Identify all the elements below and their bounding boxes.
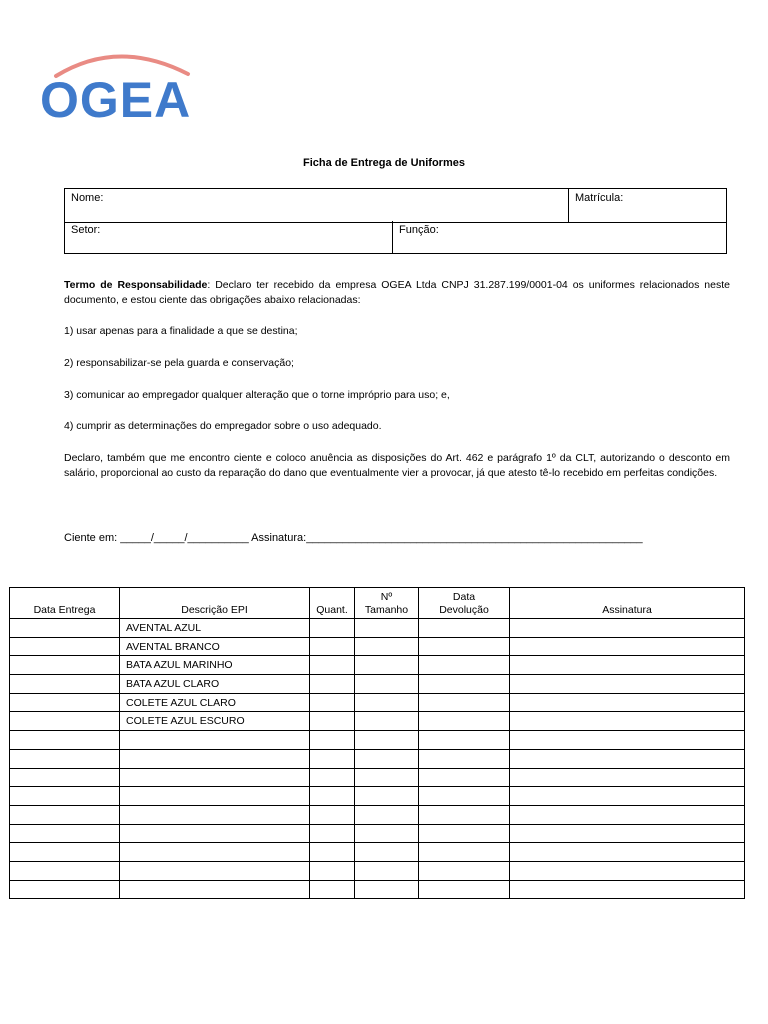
ogea-logo [38,46,208,124]
data-entrega-cell[interactable] [10,843,120,862]
table-row [10,861,745,880]
descricao-cell[interactable] [120,768,310,787]
quant-cell[interactable] [310,805,355,824]
tamanho-cell[interactable] [355,843,419,862]
devolucao-cell[interactable] [419,731,510,750]
term-heading: Termo de Responsabilidade [64,279,208,291]
col-tamanho-top: Nº [380,591,393,603]
quant-cell[interactable] [310,693,355,712]
descricao-cell[interactable] [120,843,310,862]
table-row [10,619,745,638]
devolucao-cell[interactable] [419,880,510,899]
setor-field[interactable]: Setor: [71,224,101,236]
tamanho-cell[interactable] [355,787,419,806]
table-row [10,824,745,843]
data-entrega-cell[interactable] [10,693,120,712]
data-entrega-cell[interactable] [10,749,120,768]
quant-cell[interactable] [310,861,355,880]
descricao-cell[interactable]: AVENTAL AZUL [120,619,310,638]
col-data-devolucao [419,588,510,619]
nome-field[interactable]: Nome: [71,192,104,204]
term-item-2: 2) responsabilizar-se pela guarda e conservação; [64,357,294,369]
devolucao-cell[interactable] [419,805,510,824]
table-row [10,787,745,806]
table-row [10,749,745,768]
info-row-1 [65,189,726,223]
devolucao-cell[interactable] [419,656,510,675]
table-row [10,675,745,694]
assinatura-cell[interactable] [510,712,745,731]
assinatura-cell[interactable] [510,787,745,806]
data-entrega-cell[interactable] [10,637,120,656]
descricao-cell[interactable] [120,861,310,880]
info-row-2 [65,221,726,254]
descricao-cell[interactable] [120,787,310,806]
assinatura-cell[interactable] [510,861,745,880]
descricao-cell[interactable] [120,749,310,768]
tamanho-cell[interactable] [355,712,419,731]
data-entrega-cell[interactable] [10,656,120,675]
assinatura-cell[interactable] [510,656,745,675]
devolucao-cell[interactable] [419,768,510,787]
quant-cell[interactable] [310,731,355,750]
tamanho-cell[interactable] [355,861,419,880]
assinatura-cell[interactable] [510,675,745,694]
assinatura-cell[interactable] [510,880,745,899]
quant-cell[interactable] [310,880,355,899]
term-item-1: 1) usar apenas para a finalidade a que se destina; [64,325,298,337]
devolucao-cell[interactable] [419,787,510,806]
epi-table [9,587,745,899]
col-devolucao-bottom: Devolução [439,604,489,616]
term-intro-text: : Declaro ter recebido da empresa OGEA Ltda CNPJ 31.287.199/0001-04 os uniformes relacionados neste documento, e estou ciente das obrigações abaixo relacionadas: [64,279,730,306]
descricao-cell[interactable] [120,880,310,899]
quant-cell[interactable] [310,824,355,843]
tamanho-cell[interactable] [355,619,419,638]
quant-cell[interactable] [310,656,355,675]
data-entrega-cell[interactable] [10,675,120,694]
tamanho-cell[interactable] [355,693,419,712]
employee-info-table [64,188,727,254]
term-declaration: Declaro, também que me encontro ciente e coloco anuência as disposições do Art. 462 e parágrafo 1º da CLT, autorizando o desconto em salário, proporcional ao custo da reparação do dano que eventualmente vier a provocar, já que atesto tê-lo recebido em perfeitas condições. [64,452,730,479]
quant-cell[interactable] [310,843,355,862]
data-entrega-cell[interactable] [10,861,120,880]
table-row [10,712,745,731]
tamanho-cell[interactable] [355,749,419,768]
table-row [10,843,745,862]
col-descricao-epi: Descrição EPI [120,588,310,619]
epi-table-body [10,619,745,899]
assinatura-cell[interactable] [510,824,745,843]
table-row [10,805,745,824]
assinatura-cell[interactable] [510,693,745,712]
col-devolucao-top: Data [452,591,476,603]
assinatura-cell[interactable] [510,843,745,862]
logo-text: OGEA [40,72,192,124]
descricao-cell[interactable] [120,824,310,843]
table-row [10,768,745,787]
tamanho-cell[interactable] [355,824,419,843]
signature-line[interactable]: Ciente em: _____/_____/__________ Assinatura:_______________________________________________________ [64,532,643,544]
data-entrega-cell[interactable] [10,768,120,787]
devolucao-cell[interactable] [419,637,510,656]
devolucao-cell[interactable] [419,824,510,843]
assinatura-cell[interactable] [510,619,745,638]
descricao-cell[interactable]: COLETE AZUL ESCURO [120,712,310,731]
data-entrega-cell[interactable] [10,824,120,843]
devolucao-cell[interactable] [419,749,510,768]
quant-cell[interactable] [310,675,355,694]
term-item-4: 4) cumprir as determinações do empregador sobre o uso adequado. [64,420,382,432]
data-entrega-cell[interactable] [10,880,120,899]
tamanho-cell[interactable] [355,880,419,899]
descricao-cell[interactable]: AVENTAL BRANCO [120,637,310,656]
data-entrega-cell[interactable] [10,619,120,638]
ogea-logo-graphic [38,46,208,124]
descricao-cell[interactable]: BATA AZUL CLARO [120,675,310,694]
table-row [10,637,745,656]
tamanho-cell[interactable] [355,768,419,787]
assinatura-cell[interactable] [510,637,745,656]
data-entrega-cell[interactable] [10,805,120,824]
quant-cell[interactable] [310,637,355,656]
col-assinatura: Assinatura [510,588,745,619]
table-row [10,731,745,750]
col-tamanho-bottom: Tamanho [364,604,409,616]
descricao-cell[interactable] [120,805,310,824]
descricao-cell[interactable]: BATA AZUL MARINHO [120,656,310,675]
quant-cell[interactable] [310,619,355,638]
funcao-field[interactable]: Função: [392,221,726,254]
term-item-3: 3) comunicar ao empregador qualquer alteração que o torne impróprio para uso; e, [64,389,450,401]
term-intro [64,278,730,308]
document-title: Ficha de Entrega de Uniformes [303,157,465,169]
quant-cell[interactable] [310,787,355,806]
devolucao-cell[interactable] [419,843,510,862]
data-entrega-cell[interactable] [10,731,120,750]
devolucao-cell[interactable] [419,861,510,880]
descricao-cell[interactable]: COLETE AZUL CLARO [120,693,310,712]
tamanho-cell[interactable] [355,731,419,750]
assinatura-cell[interactable] [510,768,745,787]
assinatura-cell[interactable] [510,805,745,824]
tamanho-cell[interactable] [355,656,419,675]
table-row [10,693,745,712]
col-tamanho [355,588,419,619]
matricula-field[interactable]: Matrícula: [568,189,726,222]
devolucao-cell[interactable] [419,619,510,638]
table-row [10,656,745,675]
col-data-entrega: Data Entrega [10,588,120,619]
col-quant: Quant. [310,588,355,619]
tamanho-cell[interactable] [355,637,419,656]
devolucao-cell[interactable] [419,712,510,731]
tamanho-cell[interactable] [355,675,419,694]
descricao-cell[interactable] [120,731,310,750]
quant-cell[interactable] [310,768,355,787]
data-entrega-cell[interactable] [10,712,120,731]
assinatura-cell[interactable] [510,749,745,768]
assinatura-cell[interactable] [510,731,745,750]
devolucao-cell[interactable] [419,675,510,694]
data-entrega-cell[interactable] [10,787,120,806]
epi-header-row [10,588,745,619]
quant-cell[interactable] [310,712,355,731]
quant-cell[interactable] [310,749,355,768]
tamanho-cell[interactable] [355,805,419,824]
table-row [10,880,745,899]
devolucao-cell[interactable] [419,693,510,712]
